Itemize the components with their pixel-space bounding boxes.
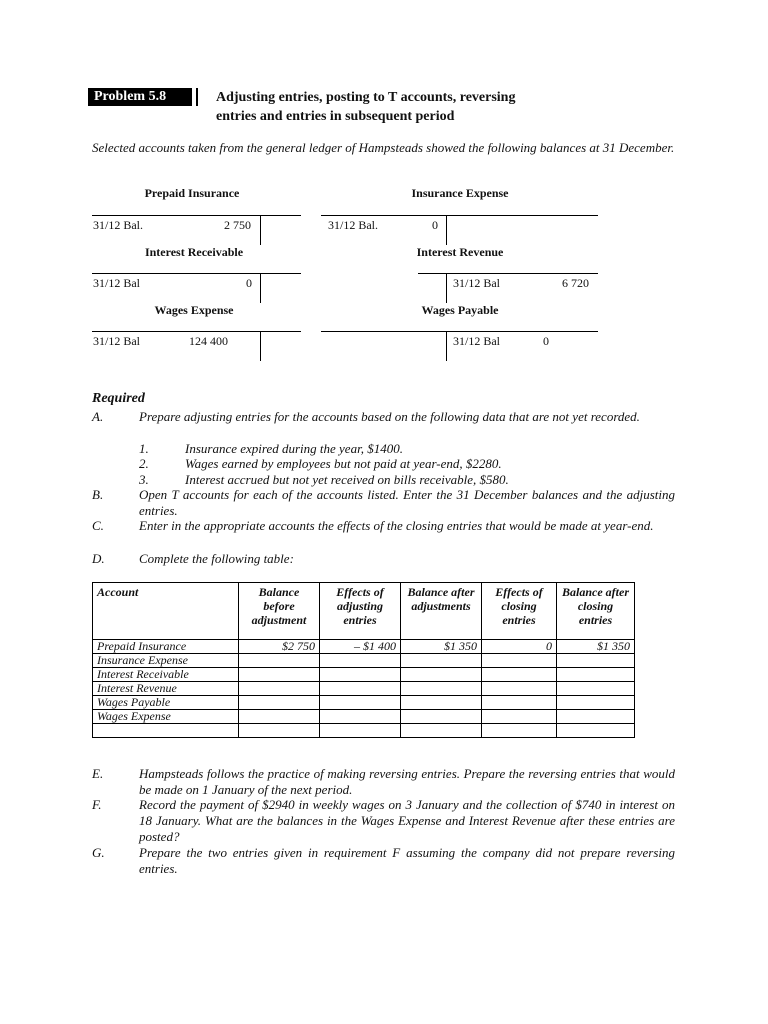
- table-cell: [239, 696, 320, 710]
- table-cell: [320, 682, 401, 696]
- table-cell: [557, 724, 635, 738]
- table-row: [93, 710, 635, 724]
- table-cell: [482, 710, 557, 724]
- requirement-letter: E.: [92, 766, 104, 781]
- t-account-title-interest-revenue: Interest Revenue: [416, 245, 504, 259]
- table-cell: Wages Expense: [93, 710, 239, 724]
- table-cell: [93, 724, 239, 738]
- table-cell: [401, 668, 482, 682]
- column-header-account: Account: [93, 583, 239, 640]
- problem-title: [216, 88, 616, 126]
- requirement-d: [92, 551, 675, 567]
- table-cell: [401, 696, 482, 710]
- table-cell: [239, 682, 320, 696]
- t-account-balance-value: 6 720: [562, 276, 589, 290]
- problem-title-line-1: Adjusting entries, posting to T accounts, reversing: [216, 90, 516, 105]
- requirement-letter: B.: [92, 487, 104, 502]
- t-account-title-interest-receivable: Interest Receivable: [144, 245, 244, 259]
- requirement-b: [92, 487, 675, 519]
- requirement-g: [92, 845, 675, 877]
- t-account-balance-label: 31/12 Bal: [453, 276, 500, 290]
- table-row: [93, 682, 635, 696]
- t-account-balance-label: 31/12 Bal: [453, 334, 500, 348]
- problem-label-divider: [196, 88, 198, 106]
- t-account-divider: [446, 215, 447, 245]
- requirement-text: Prepare the two entries given in requirement F assuming the company did not prepare reversing entries.: [139, 845, 675, 876]
- table-row: [93, 654, 635, 668]
- table-cell: Prepaid Insurance: [93, 640, 239, 654]
- table-header-row: [93, 583, 635, 640]
- t-account-balance-value: 2 750: [224, 218, 251, 232]
- problem-label: Problem 5.8: [88, 88, 192, 106]
- table-cell: [482, 654, 557, 668]
- table-cell: [557, 668, 635, 682]
- t-account-line: [321, 331, 598, 332]
- requirement-text: Complete the following table:: [139, 551, 294, 566]
- table-cell: [320, 724, 401, 738]
- t-account-line: [92, 215, 301, 216]
- table-row: [93, 668, 635, 682]
- requirement-text: Record the payment of $2940 in weekly wages on 3 January and the collection of $740 in interest on 18 January. What are the balances in the Wages Expense and Interest Revenue after these entries are posted?: [139, 797, 675, 844]
- t-account-balance-value: 0: [432, 218, 438, 232]
- t-account-balance-label: 31/12 Bal: [93, 334, 140, 348]
- t-account-balance-label: 31/12 Bal: [93, 276, 140, 290]
- requirement-a-item-1: [139, 441, 679, 457]
- accounts-table: [92, 582, 635, 738]
- column-header-effects-adjusting: Effects of adjusting entries: [320, 583, 401, 640]
- table-cell: Wages Payable: [93, 696, 239, 710]
- table-cell: [482, 682, 557, 696]
- table-cell: [239, 668, 320, 682]
- table-cell: [401, 682, 482, 696]
- requirement-text: Prepare adjusting entries for the accounts based on the following data that are not yet recorded.: [139, 409, 640, 424]
- requirement-letter: G.: [92, 845, 105, 860]
- table-cell: Insurance Expense: [93, 654, 239, 668]
- t-account-line: [92, 331, 301, 332]
- column-header-balance-after-adjustments: Balance after adjustments: [401, 583, 482, 640]
- t-account-divider: [446, 331, 447, 361]
- intro-paragraph: Selected accounts taken from the general ledger of Hampsteads showed the following balances at 31 December.: [92, 140, 675, 155]
- t-account-balance-value: 124 400: [189, 334, 228, 348]
- t-account-divider: [260, 273, 261, 303]
- table-cell: [401, 654, 482, 668]
- requirement-text: Hampsteads follows the practice of making reversing entries. Prepare the reversing entries that would be made on 1 January of the next period.: [139, 766, 675, 797]
- table-cell: 0: [482, 640, 557, 654]
- requirement-e: [92, 766, 675, 798]
- table-cell: [557, 654, 635, 668]
- t-account-divider: [260, 331, 261, 361]
- requirement-c: [92, 518, 675, 550]
- item-text: Wages earned by employees but not paid at year-end, $2280.: [185, 456, 502, 471]
- table-cell: Interest Revenue: [93, 682, 239, 696]
- item-text: Insurance expired during the year, $1400.: [185, 441, 403, 456]
- table-cell: [482, 668, 557, 682]
- table-cell: [557, 710, 635, 724]
- problem-title-line-2: entries and entries in subsequent period: [216, 109, 455, 124]
- requirement-a-item-2: [139, 456, 679, 472]
- table-cell: [239, 724, 320, 738]
- table-cell: [557, 682, 635, 696]
- t-account-line: [418, 273, 598, 274]
- column-header-balance-before: Balance before adjustment: [239, 583, 320, 640]
- t-account-title-wages-payable: Wages Payable: [421, 303, 499, 317]
- t-account-title-prepaid-insurance: Prepaid Insurance: [144, 186, 240, 200]
- table-cell: Interest Receivable: [93, 668, 239, 682]
- table-cell: [320, 668, 401, 682]
- requirement-letter: C.: [92, 518, 104, 533]
- requirement-letter: D.: [92, 551, 105, 566]
- table-row: [93, 640, 635, 654]
- requirement-a-item-3: [139, 472, 679, 488]
- t-account-divider: [260, 215, 261, 245]
- item-number: 3.: [139, 472, 149, 487]
- requirement-text: Enter in the appropriate accounts the effects of the closing entries that would be made at year-end.: [139, 518, 654, 533]
- table-cell: [239, 654, 320, 668]
- table-cell: [320, 710, 401, 724]
- column-header-balance-after-closing: Balance after closing entries: [557, 583, 635, 640]
- table-cell: $1 350: [557, 640, 635, 654]
- table-cell: $1 350: [401, 640, 482, 654]
- table-row: [93, 696, 635, 710]
- requirement-text: Open T accounts for each of the accounts listed. Enter the 31 December balances and the adjusting entries.: [139, 487, 675, 518]
- table-row: [93, 724, 635, 738]
- t-account-balance-value: 0: [543, 334, 549, 348]
- table-cell: [320, 696, 401, 710]
- requirement-letter: F.: [92, 797, 102, 812]
- requirement-a: [92, 409, 675, 441]
- t-account-title-wages-expense: Wages Expense: [154, 303, 234, 317]
- table-cell: [401, 710, 482, 724]
- table-cell: [482, 696, 557, 710]
- item-number: 2.: [139, 456, 149, 471]
- t-account-line: [92, 273, 301, 274]
- t-account-line: [321, 215, 598, 216]
- table-cell: [320, 654, 401, 668]
- column-header-effects-closing: Effects of closing entries: [482, 583, 557, 640]
- table-cell: [401, 724, 482, 738]
- requirement-letter: A.: [92, 409, 104, 424]
- t-account-divider: [446, 273, 447, 303]
- t-account-balance-label: 31/12 Bal.: [328, 218, 378, 232]
- required-heading: Required: [92, 391, 145, 406]
- table-cell: $2 750: [239, 640, 320, 654]
- item-text: Interest accrued but not yet received on bills receivable, $580.: [185, 472, 509, 487]
- t-account-balance-value: 0: [246, 276, 252, 290]
- item-number: 1.: [139, 441, 149, 456]
- table-cell: [557, 696, 635, 710]
- t-account-title-insurance-expense: Insurance Expense: [411, 186, 509, 200]
- table-cell: [482, 724, 557, 738]
- t-account-balance-label: 31/12 Bal.: [93, 218, 143, 232]
- table-cell: – $1 400: [320, 640, 401, 654]
- table-cell: [239, 710, 320, 724]
- requirement-f: [92, 797, 675, 845]
